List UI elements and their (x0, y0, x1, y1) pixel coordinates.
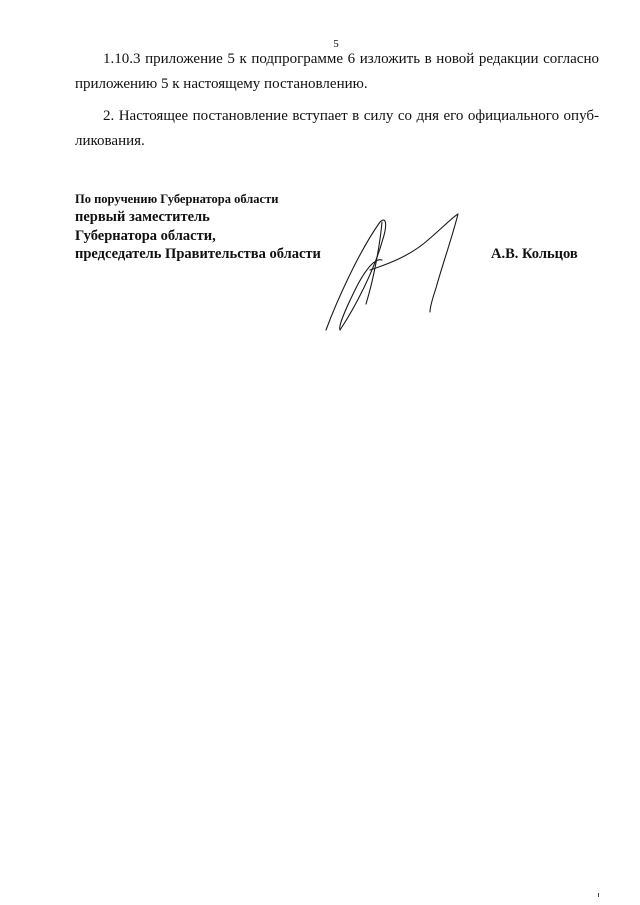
signatory-title-line-1: первый заместитель (75, 209, 210, 225)
handwritten-signature (318, 208, 468, 338)
page-number: 5 (333, 38, 339, 50)
paragraph-2: 2. Настоящее постановление вступает в силу со дня его официального опуб-ликования. (75, 108, 599, 149)
signatory-title-line-3: председатель Правительства области (75, 246, 321, 262)
signatory-name: А.В. Кольцов (491, 246, 578, 262)
signatory-title-line-2: Губернатора области, (75, 228, 216, 244)
scan-mark (598, 893, 599, 897)
paragraph-1: 1.10.3 приложение 5 к подпрограмме 6 изложить в новой редакции согласно приложению 5 к настоящему постановлению. (75, 51, 599, 92)
signature-note: По поручению Губернатора области (75, 192, 279, 206)
